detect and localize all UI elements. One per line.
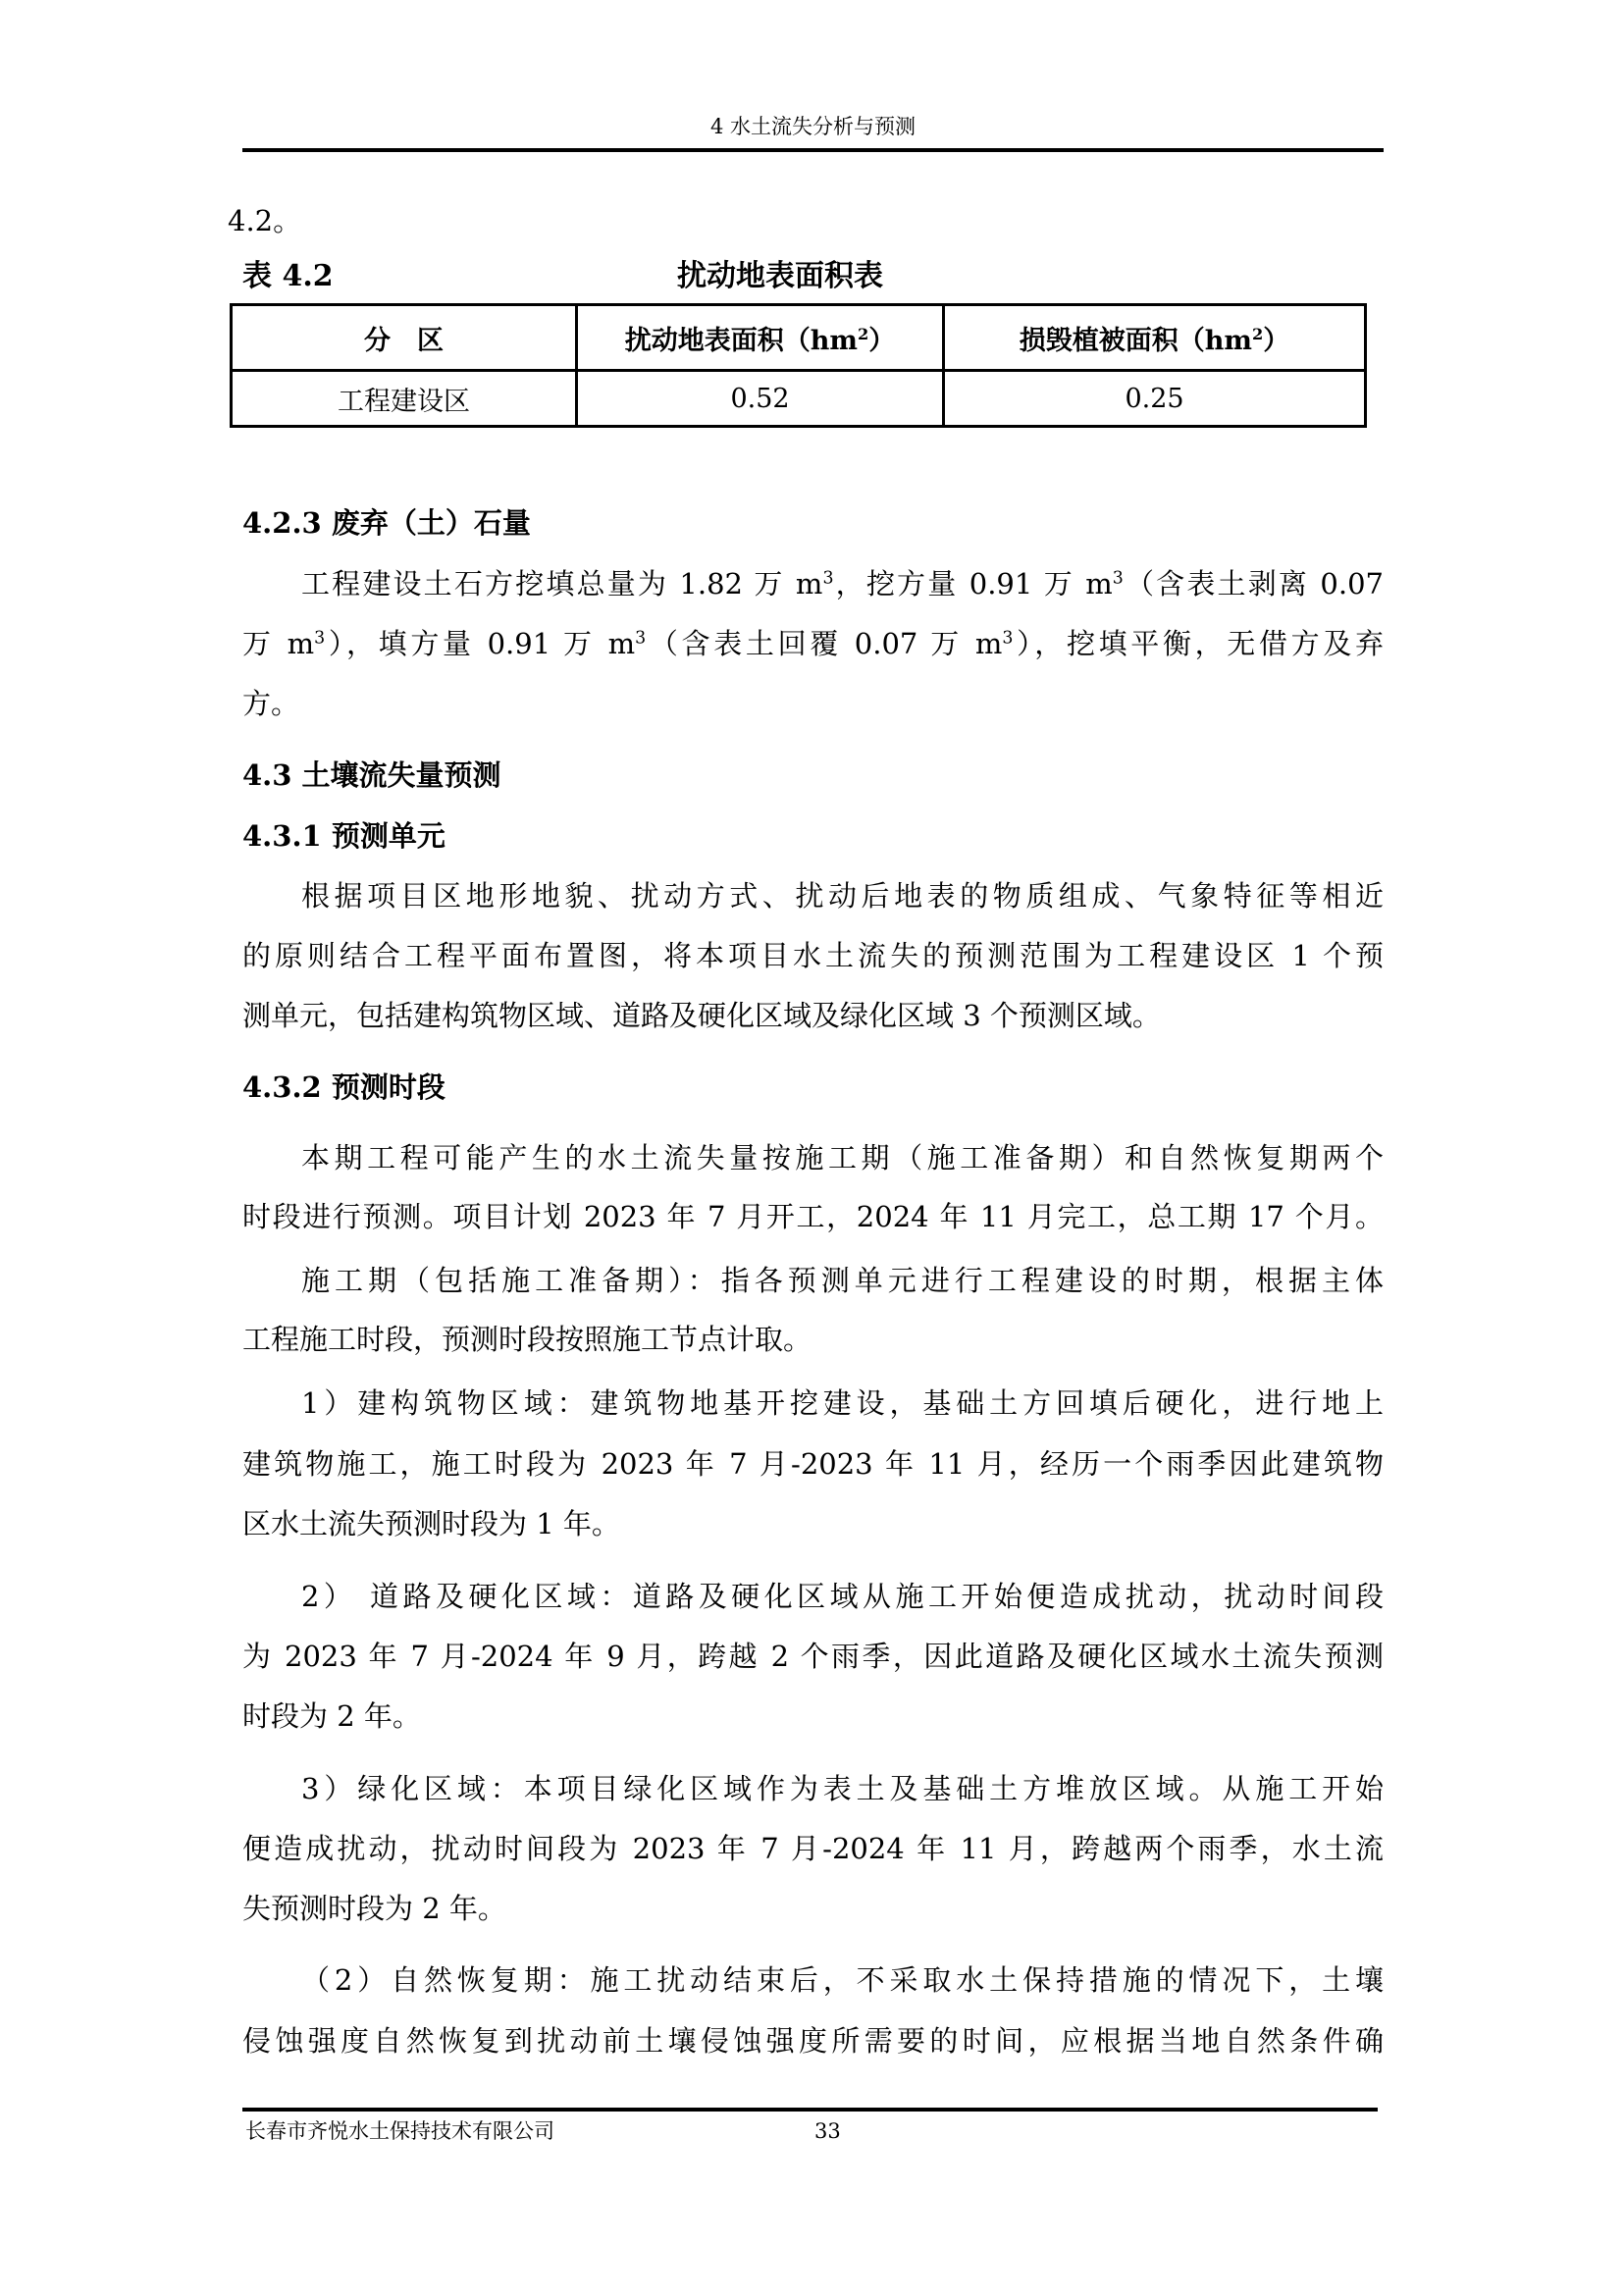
heading-4-2-3: 4.2.3 废弃（土）石量 [242, 506, 531, 540]
text-run: 工程建设土石方挖填总量为 1.82 万 m [301, 567, 823, 600]
superscript: 3 [635, 628, 647, 649]
header-rule [242, 148, 1384, 152]
text-run: ，挖方量 0.91 万 m [833, 567, 1113, 600]
text-run: （含表土剥离 0.07 [1123, 567, 1384, 600]
unit-superscript: 2 [857, 324, 869, 343]
paragraph-line: 侵蚀强度自然恢复到扰动前土壤侵蚀强度所需要的时间，应根据当地自然条件确 [242, 2024, 1384, 2058]
cell-disturbed-area: 0.52 [576, 371, 943, 427]
superscript: 3 [1112, 568, 1124, 589]
paragraph-line [242, 564, 1384, 603]
footer-company: 长春市齐悦水土保持技术有限公司 [245, 2119, 554, 2143]
paragraph-line: 1）建构筑物区域：建筑物地基开挖建设，基础土方回填后硬化，进行地上 [301, 1386, 1384, 1420]
paragraph-line: 失预测时段为 2 年。 [242, 1892, 506, 1925]
paragraph-line: 3）绿化区域：本项目绿化区域作为表土及基础土方堆放区域。从施工开始 [301, 1772, 1384, 1805]
cell-zone: 工程建设区 [232, 371, 577, 427]
paragraph-line: 方。 [242, 687, 300, 720]
paragraph-line: 时段为 2 年。 [242, 1699, 421, 1733]
superscript: 3 [1002, 628, 1014, 649]
header-disturbed-area [576, 305, 943, 371]
text-run: ），挖填平衡，无借方及弃 [1013, 627, 1385, 660]
header-damaged-vegetation-label: 损毁植被面积（hm [1019, 325, 1252, 356]
superscript: 3 [314, 628, 326, 649]
disturbed-area-table [230, 303, 1367, 428]
heading-4-3-2: 4.3.2 预测时段 [242, 1070, 445, 1104]
unit-superscript: 2 [1252, 324, 1264, 343]
text-run: 万 m [242, 627, 315, 660]
paragraph-line: 建筑物施工，施工时段为 2023 年 7 月-2023 年 11 月，经历一个雨季因此建筑物 [242, 1447, 1384, 1481]
paragraph-line: 便造成扰动，扰动时间段为 2023 年 7 月-2024 年 11 月，跨越两个雨季，水土流 [242, 1832, 1384, 1865]
running-header: 4 水土流失分析与预测 [709, 115, 917, 138]
table-title: 扰动地表面积表 [677, 259, 883, 293]
footer-rule [242, 2108, 1378, 2112]
page-number: 33 [814, 2119, 841, 2143]
paragraph-line: （2）自然恢复期：施工扰动结束后，不采取水土保持措施的情况下，土壤 [301, 1963, 1384, 1997]
paragraph-line: 2） 道路及硬化区域：道路及硬化区域从施工开始便造成扰动，扰动时间段 [301, 1580, 1384, 1613]
text-run: （含表土回覆 0.07 万 m [646, 627, 1003, 660]
heading-4-3: 4.3 土壤流失量预测 [242, 758, 501, 792]
paragraph-line: 根据项目区地形地貌、扰动方式、扰动后地表的物质组成、气象特征等相近 [301, 879, 1384, 913]
paragraph-line: 测单元，包括建构筑物区域、道路及硬化区域及绿化区域 3 个预测区域。 [242, 999, 1161, 1032]
carry-over-text: 4.2。 [228, 204, 302, 237]
paragraph-line: 区水土流失预测时段为 1 年。 [242, 1507, 620, 1540]
table-row [232, 371, 1366, 427]
paragraph-line: 为 2023 年 7 月-2024 年 9 月，跨越 2 个雨季，因此道路及硬化区域水土流失预测 [242, 1640, 1384, 1673]
unit-close: ） [868, 325, 896, 356]
unit-close: ） [1263, 325, 1290, 356]
header-zone-label: 分 区 [363, 325, 444, 356]
header-zone [232, 305, 577, 371]
header-disturbed-area-label: 扰动地表面积（hm [624, 325, 858, 356]
superscript: 3 [822, 568, 834, 589]
paragraph-line: 施工期（包括施工准备期）：指各预测单元进行工程建设的时期，根据主体 [301, 1264, 1384, 1297]
table-header-row [232, 305, 1366, 371]
cell-damaged-vegetation: 0.25 [944, 371, 1366, 427]
table-number: 表 4.2 [242, 259, 334, 293]
paragraph-line: 的原则结合工程平面布置图，将本项目水土流失的预测范围为工程建设区 1 个预 [242, 939, 1384, 972]
paragraph-line: 时段进行预测。项目计划 2023 年 7 月开工，2024 年 11 月完工，总工期 17 个月。 [242, 1200, 1384, 1233]
paragraph-line: 本期工程可能产生的水土流失量按施工期（施工准备期）和自然恢复期两个 [301, 1141, 1384, 1174]
paragraph-line: 工程施工时段，预测时段按照施工节点计取。 [242, 1323, 812, 1356]
header-damaged-vegetation [944, 305, 1366, 371]
paragraph-line [242, 624, 1384, 663]
text-run: ），填方量 0.91 万 m [325, 627, 636, 660]
heading-4-3-1: 4.3.1 预测单元 [242, 819, 445, 853]
